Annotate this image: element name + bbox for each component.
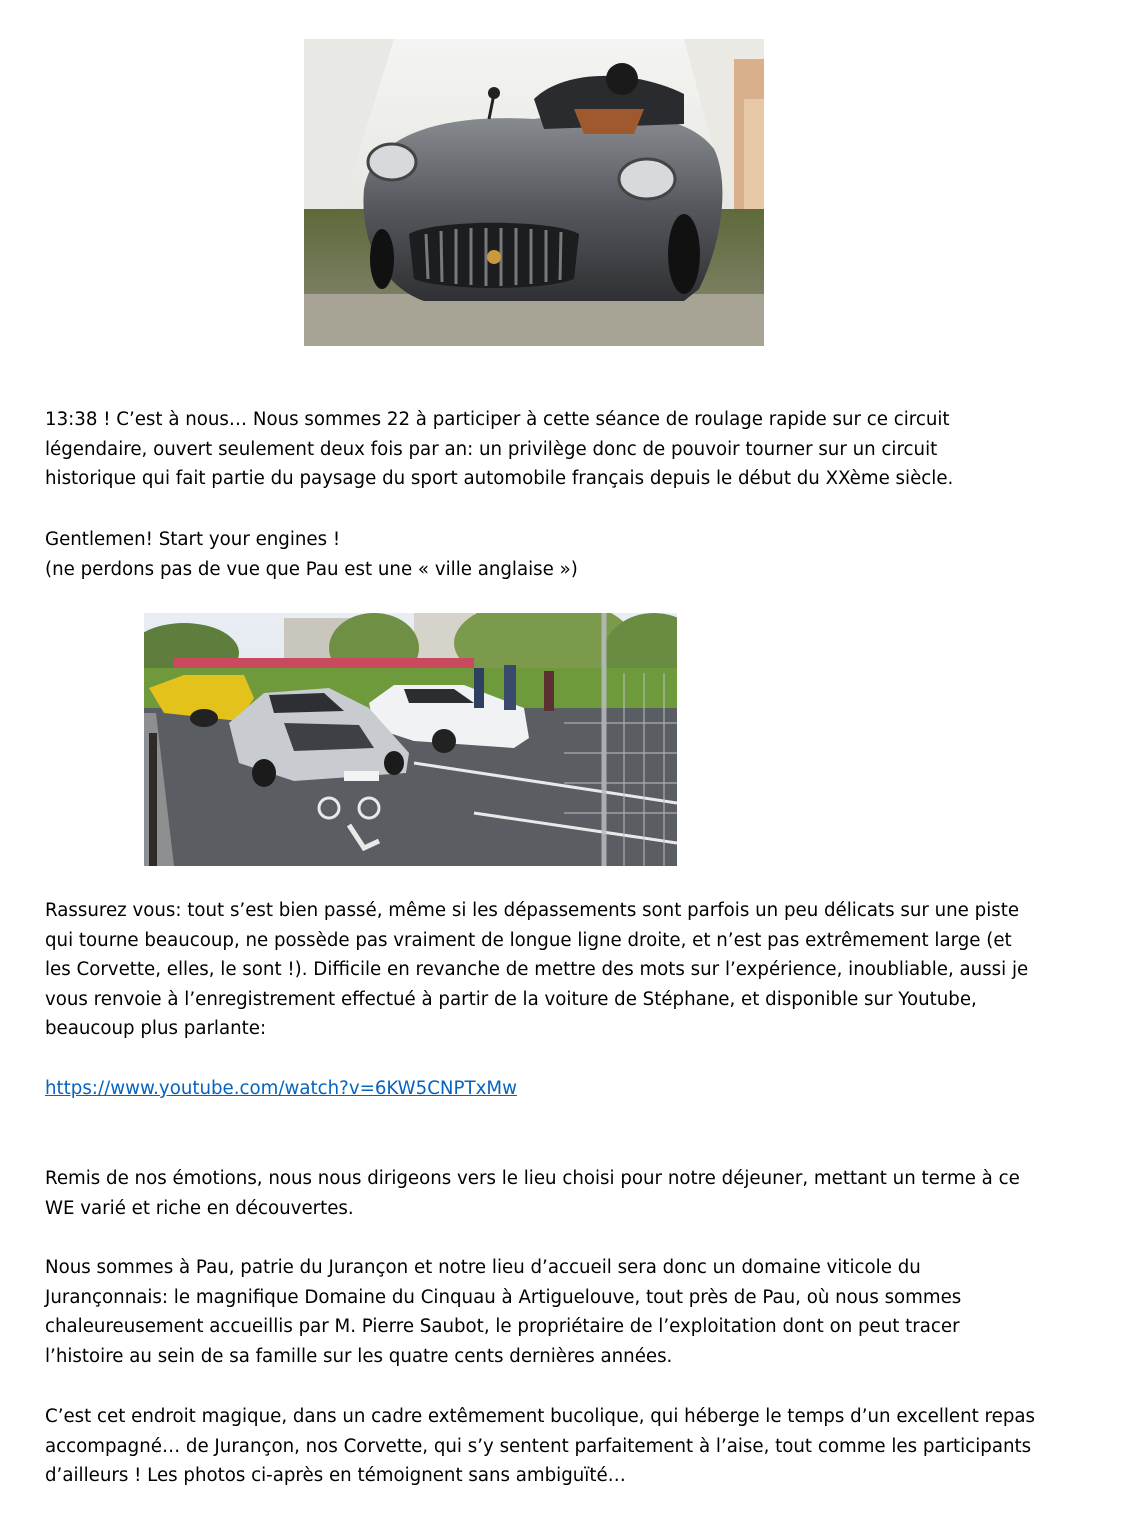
text-line: Nous sommes à Pau, patrie du Jurançon et notre lieu d’accueil sera donc un domaine viticole du	[45, 1257, 921, 1278]
paragraph-experience	[45, 896, 1115, 1044]
text-line: historique qui fait partie du paysage du sport automobile français depuis le début du XXème siècle.	[45, 468, 954, 490]
text-line: vous renvoie à l’enregistrement effectué à partir de la voiture de Stéphane, et disponible sur Youtube,	[45, 988, 977, 1010]
text-line: qui tourne beaucoup, ne possède pas vraiment de longue ligne droite, et n’est pas extrêmement large (et	[45, 929, 1012, 951]
roadster-illustration	[304, 39, 764, 346]
text-line: 13:38 ! C’est à nous… Nous sommes 22 à participer à cette séance de roulage rapide sur ce circuit	[45, 409, 950, 430]
text-line: Rassurez vous: tout s’est bien passé, même si les dépassements sont parfois un peu délicats sur une piste	[45, 900, 1020, 921]
paragraph-domaine	[45, 1253, 1115, 1371]
paragraph-closing	[45, 1402, 1115, 1491]
photo-corvettes-street	[144, 613, 677, 866]
text-line: légendaire, ouvert seulement deux fois par an: un privilège donc de pouvoir tourner sur un circuit	[45, 438, 938, 460]
text-line: Gentlemen! Start your engines !	[45, 529, 341, 550]
text-line: l’histoire au sein de sa famille sur les quatre cents dernières années.	[45, 1345, 673, 1367]
text-line: C’est cet endroit magique, dans un cadre extêmement bucolique, qui héberge le temps d’un excellent repas	[45, 1406, 1035, 1427]
paragraph-link	[45, 1074, 1115, 1104]
photo-grey-roadster	[304, 39, 764, 346]
paragraph-start-engines	[45, 525, 1115, 584]
text-line: d’ailleurs ! Les photos ci-après en témoignent sans ambiguïté…	[45, 1465, 626, 1487]
text-line: accompagné… de Jurançon, nos Corvette, qui s’y sentent parfaitement à l’aise, tout comme les participants	[45, 1435, 1032, 1457]
text-line: Remis de nos émotions, nous nous dirigeons vers le lieu choisi pour notre déjeuner, mettant un terme à ce	[45, 1168, 1020, 1189]
paragraph-track-session	[45, 405, 1115, 494]
text-line: beaucoup plus parlante:	[45, 1018, 267, 1040]
corvettes-illustration	[144, 613, 677, 866]
text-line: WE varié et riche en découvertes.	[45, 1197, 354, 1219]
text-line: chaleureusement accueillis par M. Pierre Saubot, le propriétaire de l’exploitation dont on peut tracer	[45, 1316, 960, 1338]
paragraph-lunch	[45, 1164, 1115, 1223]
text-line: les Corvette, elles, le sont !). Difficile en revanche de mettre des mots sur l’expérience, inoubliable, aussi je	[45, 959, 1029, 981]
text-line: Jurançonnais: le magnifique Domaine du Cinquau à Artiguelouve, tout près de Pau, où nous sommes	[45, 1286, 962, 1308]
text-line: (ne perdons pas de vue que Pau est une « ville anglaise »)	[45, 558, 578, 580]
youtube-link[interactable]: https://www.youtube.com/watch?v=6KW5CNPTxMw	[45, 1078, 517, 1099]
